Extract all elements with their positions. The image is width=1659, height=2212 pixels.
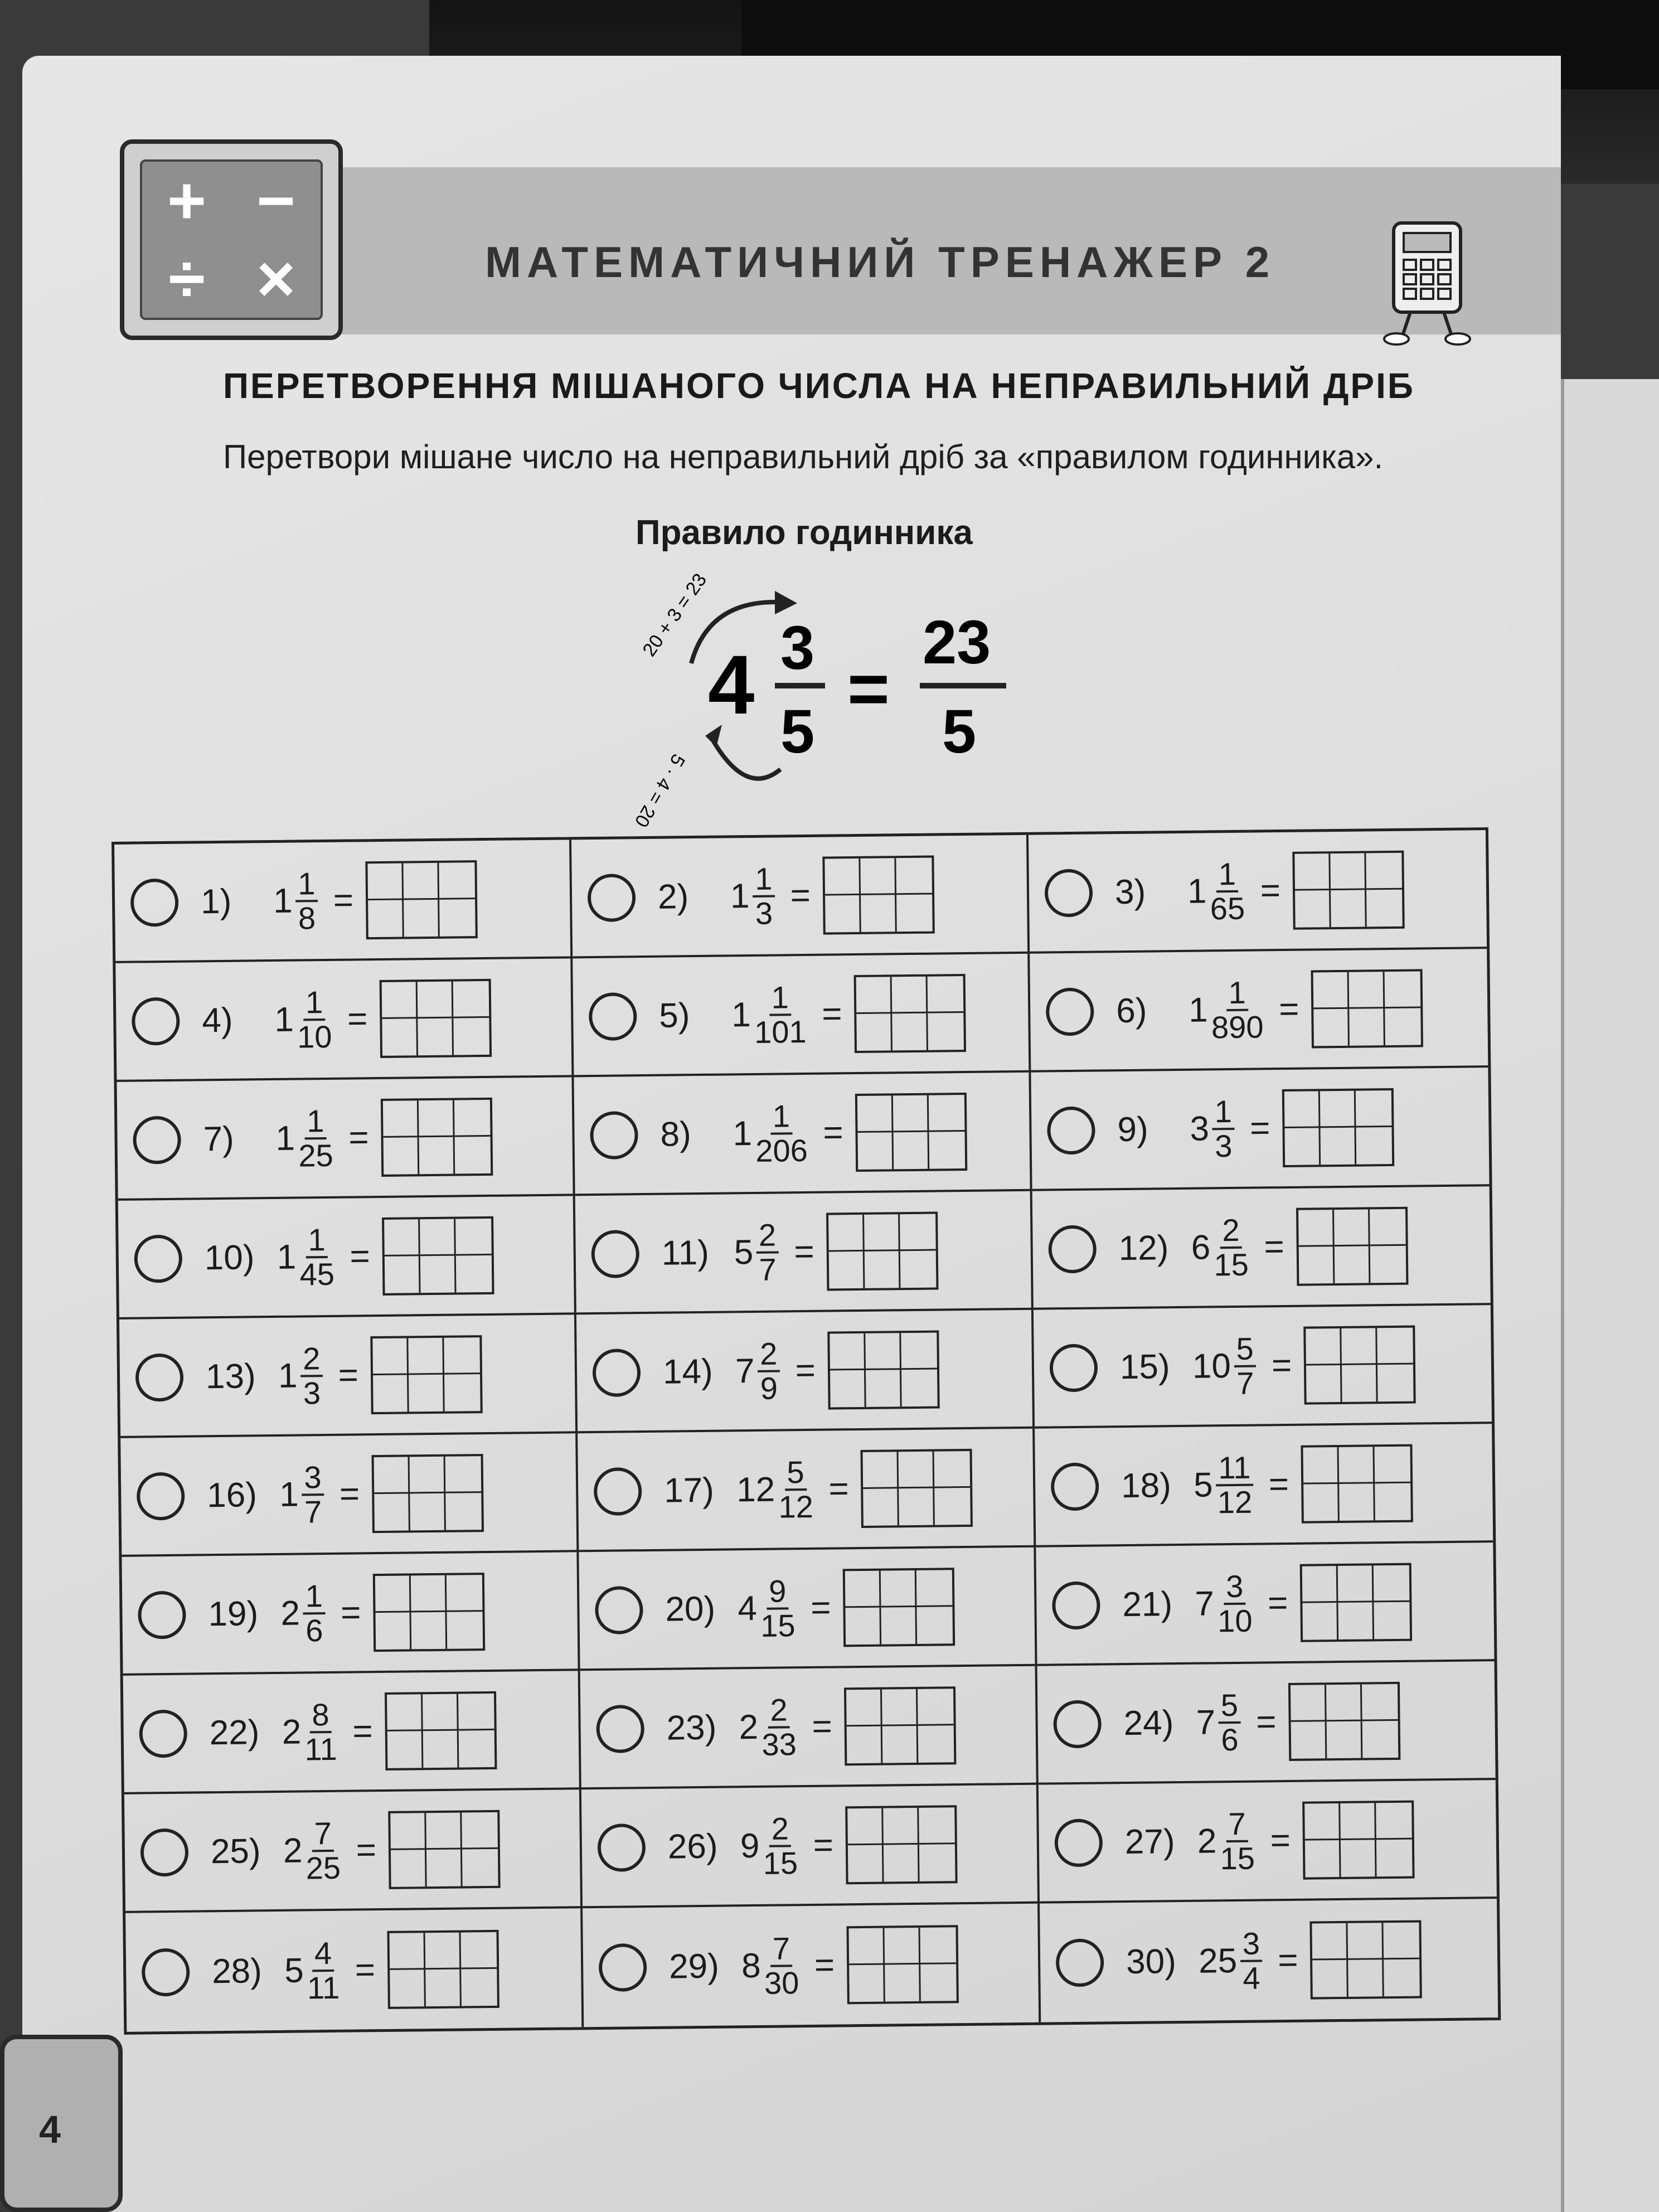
exercise-cell — [575, 1191, 1034, 1315]
calculator-mascot-icon — [1371, 212, 1483, 346]
answer-box[interactable] — [854, 973, 966, 1052]
equals-sign: = — [828, 1469, 850, 1508]
answer-box[interactable] — [371, 1454, 483, 1533]
fraction — [1214, 1214, 1249, 1281]
denominator: 4 — [1243, 1960, 1260, 1996]
denominator: 11 — [304, 1731, 338, 1767]
answer-box[interactable] — [844, 1686, 956, 1765]
fraction — [300, 1342, 323, 1409]
whole-part: 7 — [735, 1351, 755, 1391]
equals-sign: = — [338, 1356, 359, 1395]
answer-box[interactable] — [1292, 850, 1404, 929]
exercise-number: 17) — [663, 1471, 715, 1510]
denominator: 30 — [764, 1964, 799, 2001]
check-circle[interactable] — [130, 878, 179, 926]
fraction — [1234, 1332, 1256, 1399]
whole-part: 9 — [740, 1826, 760, 1866]
equals-sign: = — [1268, 1464, 1289, 1504]
fraction — [758, 1337, 780, 1404]
fraction — [298, 1104, 333, 1172]
page-number-badge — [0, 2035, 123, 2212]
next-page-edge — [1561, 379, 1659, 2212]
numerator: 5 — [784, 1456, 807, 1491]
equals-sign: = — [790, 876, 811, 915]
equals-sign: = — [823, 1113, 844, 1152]
exercise-cell — [125, 1908, 584, 2032]
numerator: 1 — [753, 862, 775, 897]
equals-sign: = — [1267, 1583, 1288, 1623]
whole-part: 25 — [1198, 1941, 1238, 1981]
minus-icon: − — [256, 163, 296, 238]
exercise-number: 27) — [1124, 1822, 1175, 1862]
rule-bottom-arrow-label: 5 · 4 = 20 — [630, 750, 689, 831]
equals-sign: = — [814, 1946, 835, 1985]
fraction — [303, 1580, 325, 1647]
exercise-cell — [573, 954, 1031, 1078]
exercise-number: 7) — [203, 1119, 235, 1159]
fraction — [764, 1932, 799, 2000]
denominator: 45 — [299, 1256, 335, 1292]
whole-part: 1 — [1188, 991, 1209, 1030]
fraction — [305, 1817, 341, 1884]
check-circle[interactable] — [596, 1705, 644, 1753]
rule-title: Правило годинника — [636, 513, 973, 552]
numerator: 1 — [769, 981, 791, 1016]
exercise-cell — [583, 1904, 1041, 2027]
check-circle[interactable] — [1052, 1581, 1100, 1629]
numerator: 5 — [1219, 1689, 1241, 1723]
denominator: 10 — [297, 1018, 332, 1055]
exercise-number: 16) — [206, 1476, 258, 1515]
answer-box[interactable] — [381, 1097, 493, 1176]
denominator: 15 — [763, 1845, 798, 1881]
equals-sign: = — [1278, 989, 1299, 1029]
numerator: 1 — [770, 1100, 793, 1134]
exercise-number: 20) — [665, 1589, 716, 1629]
exercise-number: 24) — [1123, 1704, 1174, 1743]
exercise-cell — [1035, 1424, 1493, 1548]
exercise-cell — [579, 1548, 1037, 1671]
exercise-number: 22) — [209, 1713, 260, 1753]
check-circle[interactable] — [1054, 1818, 1103, 1867]
denominator: 15 — [1214, 1246, 1249, 1282]
whole-part: 12 — [736, 1470, 775, 1510]
check-circle[interactable] — [132, 997, 180, 1045]
numerator: 2 — [758, 1337, 780, 1372]
exercise-cell — [580, 1666, 1039, 1790]
answer-box[interactable] — [827, 1330, 939, 1409]
numerator: 9 — [767, 1575, 789, 1609]
numerator: 1 — [1216, 857, 1238, 892]
check-circle[interactable] — [133, 1115, 181, 1164]
rule-equals: = — [847, 648, 890, 729]
exercise-number: 25) — [210, 1832, 261, 1871]
denominator: 206 — [755, 1132, 808, 1168]
answer-box[interactable] — [1296, 1206, 1408, 1286]
exercise-cell — [114, 840, 573, 963]
fraction — [1217, 1570, 1253, 1637]
exercise-cell — [571, 835, 1030, 959]
check-circle[interactable] — [588, 874, 636, 922]
denominator: 12 — [778, 1488, 814, 1525]
check-circle[interactable] — [139, 1709, 187, 1758]
exercise-number: 14) — [662, 1352, 713, 1391]
whole-part: 5 — [284, 1951, 304, 1990]
equals-sign: = — [1264, 1228, 1285, 1267]
check-circle[interactable] — [594, 1467, 642, 1516]
whole-part: 1 — [731, 996, 751, 1035]
exercise-cell — [123, 1671, 581, 1794]
fraction — [1216, 1451, 1253, 1519]
whole-part: 1 — [1187, 872, 1207, 911]
answer-box[interactable] — [365, 860, 477, 939]
numerator: 1 — [1212, 1095, 1234, 1129]
answer-box[interactable] — [843, 1568, 955, 1647]
rule-result-denominator: 5 — [942, 697, 977, 766]
check-circle[interactable] — [595, 1586, 643, 1634]
denominator: 9 — [760, 1370, 778, 1406]
equals-sign: = — [339, 1474, 360, 1514]
exercise-number: 2) — [657, 877, 689, 916]
fraction — [756, 1219, 779, 1286]
workbook-title: МАТЕМАТИЧНИЙ ТРЕНАЖЕР 2 — [485, 237, 1275, 287]
exercise-number: 23) — [666, 1708, 717, 1748]
math-operators-icon — [140, 159, 323, 320]
fraction — [307, 1937, 339, 2004]
numerator: 5 — [1234, 1332, 1256, 1367]
check-circle[interactable] — [1050, 1343, 1098, 1392]
numerator: 2 — [769, 1812, 791, 1847]
whole-part: 1 — [730, 877, 750, 916]
equals-sign: = — [821, 995, 842, 1034]
exercise-cell — [1037, 1661, 1496, 1785]
numerator: 2 — [300, 1342, 323, 1377]
exercise-cell — [115, 958, 574, 1082]
answer-box[interactable] — [385, 1691, 497, 1770]
exercise-number: 6) — [1115, 991, 1147, 1031]
check-circle[interactable] — [593, 1348, 641, 1397]
fraction — [1240, 1927, 1262, 1994]
numerator: 3 — [1224, 1570, 1246, 1604]
exercise-cell — [122, 1552, 580, 1676]
check-circle[interactable] — [597, 1823, 646, 1872]
answer-box[interactable] — [822, 855, 934, 934]
check-circle[interactable] — [1047, 1106, 1095, 1154]
check-circle[interactable] — [1053, 1700, 1102, 1748]
answer-box[interactable] — [1301, 1444, 1413, 1523]
fraction — [302, 1461, 324, 1528]
answer-box[interactable] — [1304, 1325, 1416, 1404]
denominator: 7 — [1236, 1365, 1254, 1401]
whole-part: 1 — [279, 1475, 299, 1514]
math-logo — [120, 139, 343, 340]
fraction — [760, 1575, 795, 1642]
whole-part: 10 — [1192, 1347, 1231, 1386]
equals-sign: = — [352, 1712, 373, 1751]
denominator: 7 — [759, 1251, 777, 1287]
instruction-text: Перетвори мішане число на неправильний дріб за «правилом годинника». — [223, 438, 1384, 476]
denominator: 33 — [761, 1726, 797, 1762]
answer-box[interactable] — [387, 1929, 499, 2009]
numerator: 11 — [1216, 1451, 1253, 1486]
whole-part: 6 — [1191, 1228, 1211, 1267]
clock-rule-diagram — [613, 552, 1037, 842]
check-circle[interactable] — [599, 1943, 647, 1992]
equals-sign: = — [813, 1826, 834, 1865]
denominator: 12 — [1217, 1484, 1253, 1520]
equals-sign: = — [340, 1593, 361, 1632]
whole-part: 2 — [282, 1713, 302, 1752]
exercise-number: 26) — [667, 1827, 718, 1866]
exercise-number: 4) — [202, 1001, 233, 1040]
whole-part: 1 — [275, 1119, 295, 1158]
check-circle[interactable] — [591, 1230, 639, 1278]
exercise-cell — [119, 1314, 578, 1438]
exercise-number: 8) — [660, 1115, 692, 1154]
whole-part: 1 — [273, 881, 293, 920]
denominator: 65 — [1210, 890, 1245, 926]
denominator: 25 — [298, 1137, 334, 1173]
answer-box[interactable] — [1288, 1681, 1400, 1760]
exercise-number: 3) — [1114, 872, 1146, 912]
equals-sign: = — [795, 1351, 816, 1390]
answer-box[interactable] — [370, 1335, 482, 1414]
fraction — [1210, 857, 1245, 925]
exercise-cell — [581, 1785, 1040, 1909]
denominator: 8 — [298, 900, 316, 935]
denominator: 25 — [305, 1850, 341, 1885]
exercise-cell — [1039, 1780, 1497, 1904]
whole-part: 3 — [1190, 1109, 1210, 1148]
check-circle[interactable] — [142, 1948, 190, 1996]
denominator: 10 — [1217, 1603, 1253, 1638]
bottom-arrow — [714, 741, 780, 779]
exercise-number: 19) — [208, 1594, 259, 1634]
denominator: 11 — [307, 1970, 340, 2005]
fraction — [761, 1691, 797, 1762]
answer-box[interactable] — [1311, 969, 1423, 1048]
denominator: 3 — [303, 1375, 321, 1410]
check-circle[interactable] — [135, 1353, 184, 1401]
exercise-number: 28) — [211, 1952, 263, 1991]
whole-part: 1 — [733, 1114, 753, 1153]
fraction — [753, 862, 775, 929]
check-circle[interactable] — [1048, 1225, 1097, 1273]
whole-part: 7 — [1196, 1703, 1216, 1742]
whole-part: 2 — [283, 1831, 303, 1870]
answer-box[interactable] — [861, 1448, 973, 1527]
numerator: 1 — [303, 1580, 325, 1614]
numerator: 3 — [302, 1461, 324, 1496]
answer-box[interactable] — [1310, 1920, 1422, 1999]
plus-icon: + — [167, 163, 207, 238]
numerator: 1 — [295, 867, 318, 902]
check-circle[interactable] — [1046, 987, 1094, 1036]
page-number: 4 — [39, 2108, 61, 2151]
exercise-table — [111, 827, 1501, 2035]
equals-sign: = — [350, 1237, 371, 1276]
numerator: 2 — [1220, 1214, 1242, 1248]
equals-sign: = — [348, 1118, 369, 1157]
exercise-number: 9) — [1117, 1110, 1149, 1149]
answer-box[interactable] — [380, 978, 492, 1058]
answer-box[interactable] — [845, 1805, 957, 1884]
exercise-number: 11) — [661, 1233, 710, 1273]
exercise-number: 1) — [200, 882, 232, 921]
whole-part: 2 — [1197, 1822, 1217, 1861]
answer-box[interactable] — [382, 1216, 494, 1295]
denominator: 3 — [755, 895, 773, 931]
numerator: 2 — [768, 1694, 790, 1728]
denominator: 7 — [304, 1493, 322, 1529]
answer-box[interactable] — [855, 1092, 967, 1171]
fraction — [778, 1456, 814, 1523]
whole-part: 7 — [1195, 1584, 1215, 1623]
exercise-number: 30) — [1126, 1942, 1177, 1982]
equals-sign: = — [1270, 1821, 1291, 1860]
check-circle[interactable] — [137, 1472, 185, 1520]
exercise-cell — [117, 1077, 575, 1201]
exercise-number: 5) — [658, 996, 690, 1035]
fraction — [754, 981, 807, 1048]
exercise-cell — [1031, 1068, 1489, 1191]
exercise-number: 12) — [1118, 1229, 1169, 1268]
whole-part: 1 — [274, 1000, 294, 1039]
rule-numerator: 3 — [780, 614, 815, 682]
denominator: 6 — [1221, 1721, 1239, 1757]
numerator: 7 — [1226, 1807, 1248, 1842]
check-circle[interactable] — [134, 1234, 182, 1283]
denominator: 3 — [1214, 1128, 1233, 1163]
denominator: 6 — [305, 1612, 323, 1648]
denominator: 15 — [1220, 1840, 1255, 1876]
fraction — [297, 986, 332, 1053]
check-circle[interactable] — [138, 1590, 186, 1639]
numerator: 2 — [756, 1219, 779, 1253]
exercise-number: 18) — [1120, 1466, 1172, 1506]
numerator: 7 — [312, 1817, 334, 1851]
divide-icon: ÷ — [168, 241, 205, 316]
fraction — [1219, 1689, 1241, 1755]
exercise-cell — [1029, 830, 1487, 954]
answer-box[interactable] — [846, 1925, 958, 2004]
whole-part: 8 — [741, 1946, 761, 1986]
equals-sign: = — [347, 1000, 368, 1039]
whole-part: 1 — [278, 1356, 298, 1395]
answer-box[interactable] — [388, 1810, 500, 1889]
numerator: 3 — [1240, 1927, 1262, 1962]
numerator: 7 — [770, 1932, 793, 1967]
rule-top-arrow-label: 20 + 3 = 23 — [638, 569, 711, 661]
exercise-number: 29) — [668, 1947, 720, 1986]
whole-part: 5 — [734, 1233, 754, 1272]
rule-whole: 4 — [708, 638, 755, 731]
equals-sign: = — [812, 1707, 833, 1746]
exercise-cell — [578, 1429, 1036, 1553]
denominator: 890 — [1211, 1008, 1264, 1045]
fraction — [1220, 1807, 1255, 1875]
exercise-number: 21) — [1122, 1585, 1173, 1624]
exercise-cell — [124, 1789, 583, 1913]
exercise-cell — [120, 1433, 579, 1557]
numerator: 1 — [1226, 976, 1248, 1011]
answer-box[interactable] — [1282, 1088, 1394, 1167]
equals-sign: = — [1255, 1702, 1277, 1742]
fraction — [304, 1698, 337, 1765]
exercise-cell — [1030, 949, 1488, 1073]
check-circle[interactable] — [1045, 869, 1093, 917]
whole-part: 5 — [1193, 1466, 1214, 1505]
whole-part: 1 — [276, 1238, 297, 1277]
section-title: ПЕРЕТВОРЕННЯ МІШАНОГО ЧИСЛА НА НЕПРАВИЛЬНИЙ ДРІБ — [223, 366, 1415, 406]
denominator: 15 — [760, 1607, 795, 1643]
exercise-cell — [1034, 1305, 1492, 1429]
numerator: 8 — [309, 1698, 332, 1733]
whole-part: 2 — [280, 1594, 300, 1633]
rule-denominator: 5 — [780, 697, 815, 766]
numerator: 1 — [304, 1104, 327, 1139]
answer-box[interactable] — [373, 1573, 485, 1652]
equals-sign: = — [356, 1831, 377, 1870]
answer-box[interactable] — [1302, 1800, 1414, 1879]
equals-sign: = — [1249, 1109, 1270, 1148]
check-circle[interactable] — [1056, 1938, 1104, 1987]
fraction — [1212, 1095, 1234, 1162]
numerator: 4 — [312, 1937, 334, 1971]
exercise-cell — [118, 1196, 576, 1320]
equals-sign: = — [333, 881, 354, 920]
equals-sign: = — [1277, 1941, 1298, 1980]
fraction — [763, 1812, 798, 1880]
answer-box[interactable] — [826, 1211, 938, 1291]
multiply-icon: × — [256, 241, 296, 316]
fraction — [295, 867, 318, 934]
exercise-cell — [1040, 1899, 1498, 2022]
exercise-number: 13) — [205, 1357, 256, 1396]
check-circle[interactable] — [589, 992, 637, 1041]
exercise-number: 10) — [204, 1238, 255, 1278]
fraction — [1211, 976, 1264, 1044]
equals-sign: = — [794, 1232, 814, 1272]
numerator: 1 — [303, 986, 326, 1021]
equals-sign: = — [810, 1588, 831, 1627]
denominator: 101 — [754, 1013, 807, 1050]
fraction — [299, 1223, 335, 1291]
equals-sign: = — [355, 1951, 376, 1990]
whole-part: 4 — [738, 1589, 758, 1628]
numerator: 1 — [305, 1223, 328, 1258]
rule-result-numerator: 23 — [923, 608, 991, 677]
equals-sign: = — [1271, 1346, 1292, 1385]
exercise-number: 15) — [1119, 1347, 1170, 1387]
exercise-cell — [1032, 1186, 1491, 1310]
equals-sign: = — [1260, 871, 1281, 910]
exercise-cell — [574, 1073, 1032, 1196]
answer-box[interactable] — [1300, 1563, 1412, 1642]
exercise-cell — [1036, 1542, 1494, 1666]
check-circle[interactable] — [590, 1111, 638, 1160]
check-circle[interactable] — [1051, 1462, 1099, 1511]
check-circle[interactable] — [140, 1828, 189, 1876]
whole-part: 2 — [739, 1707, 759, 1747]
fraction — [755, 1099, 808, 1167]
exercise-cell — [576, 1310, 1035, 1434]
